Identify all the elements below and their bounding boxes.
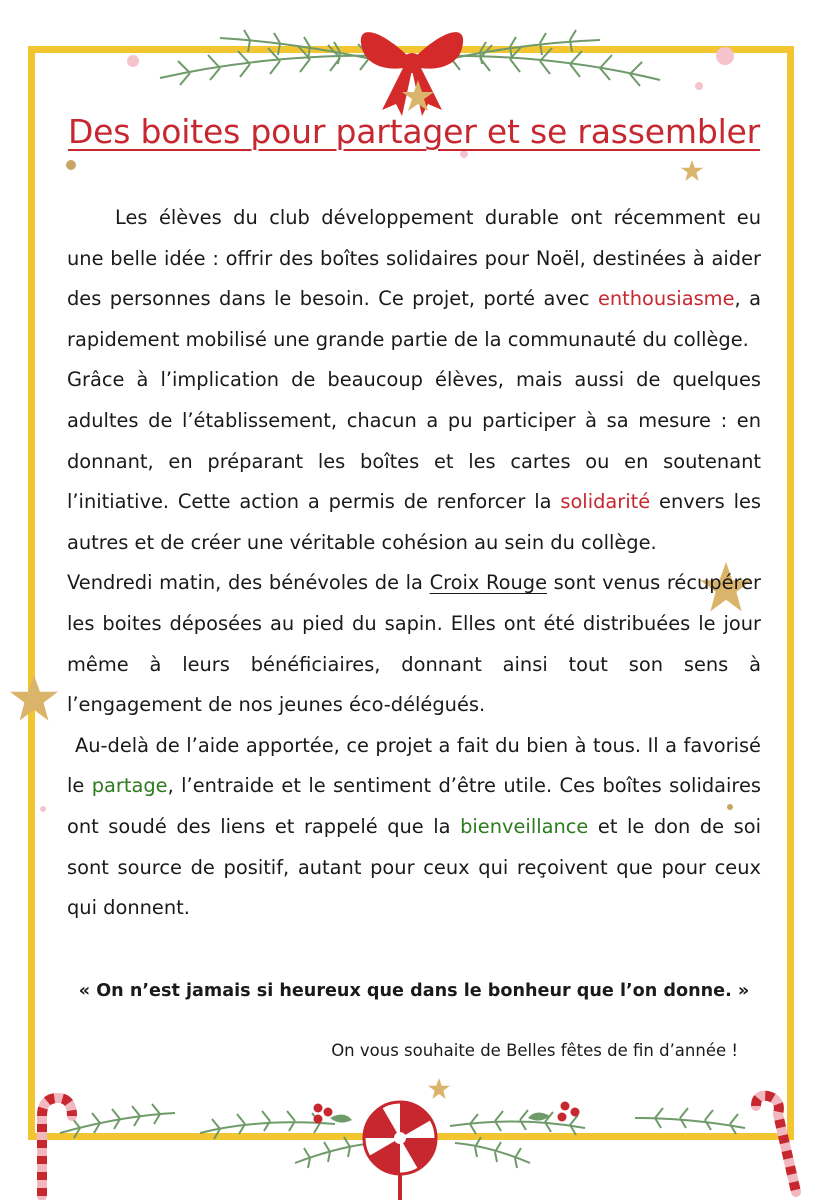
croix-rouge-link[interactable]: Croix Rouge [429,571,548,595]
highlight-solidarite: solidarité [560,490,651,514]
quote: « On n’est jamais si heureux que dans le bonheur que l’on donne. » [78,981,750,1001]
peppermint-candy-icon [364,1102,436,1200]
paragraph-1 [67,198,761,360]
text-span: Vendredi matin, des bénévoles de la [67,571,430,595]
article-body [67,198,761,929]
text-span: , a rapidement mobilisé une grande partie de la communauté du collège. [67,287,761,351]
text-span: et le don de soi sont source de positif, autant pour ceux qui reçoivent que pour ceux qui donnent. [67,814,761,920]
decor-dot [716,47,734,65]
highlight-bienveillance: bienveillance [460,814,589,838]
decor-dot [460,150,468,158]
top-decoration [150,18,670,118]
highlight-enthousiasme: enthousiasme [597,287,735,311]
text-span: , l’entraide et le sentiment d’être utile. Ces boîtes solidaires ont soudé des liens et rappelé que la [67,774,761,838]
decor-dot [127,55,139,67]
text-span: Les élèves du club développement durable ont récemment eu une belle idée : offrir des boîtes solidaires pour Noël, destinées à aider des personnes dans le besoin. Ce projet, porté avec [67,206,761,311]
text-span: Au-delà de l’aide apportée, ce projet a fait du bien à tous. Il a favorisé le [67,733,761,798]
decor-dot [66,160,76,170]
text-span: Grâce à l’implication de beaucoup élèves, mais aussi de quelques adultes de l’établissement, chacun a pu participer à sa mesure : en donnant, en préparant les boîtes et les cartes ou en soutenant l’initiative. Cette action a permis de renforcer la [67,368,761,514]
pine-branch-icon [160,30,395,85]
candy-cane-icon [42,1098,72,1196]
paragraph-3 [67,563,761,725]
text-span: envers les autres et de créer une véritable cohésion au sein du collège. [67,490,761,554]
holly-berries-icon [314,1102,580,1124]
page-title: Des boites pour partager et se rassembler [67,112,761,151]
paragraph-2 [67,360,761,563]
bottom-decoration [0,1088,828,1200]
highlight-partage: partage [91,774,168,798]
star-icon [10,675,58,723]
text-span: sont venus récupérer les boites déposées au pied du sapin. Elles ont été distribuées le jour même à leurs bénéficiaires, donnant ainsi tout son sens à l’engagement de nos jeunes éco-délégués. [67,571,761,717]
decor-dot [695,82,703,90]
holiday-wish: On vous souhaite de Belles fêtes de fin d’année ! [331,1041,738,1060]
star-icon [681,160,703,182]
paragraph-4 [67,726,761,929]
candy-cane-icon [756,1096,796,1192]
decor-dot [40,806,46,812]
